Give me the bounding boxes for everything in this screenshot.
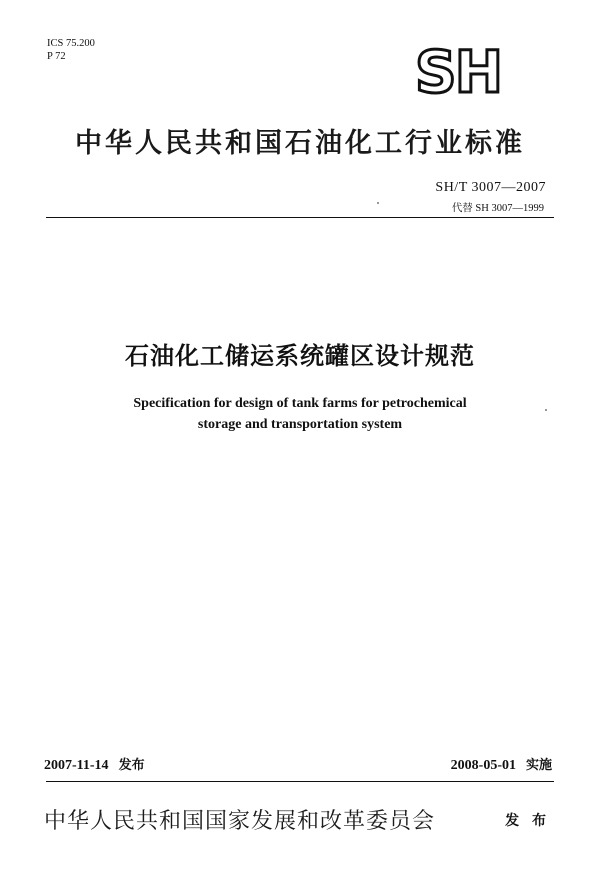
document-title-english [0,393,600,435]
footer-divider [46,781,554,782]
implementation-date-block [451,754,552,774]
logo-lettering: SH [414,40,502,102]
issue-date: 2007-11-14 [44,758,109,773]
header-divider [46,217,554,218]
scan-speck [377,202,379,204]
implementation-label: 实施 [525,758,552,773]
ministry-title: 中华人民共和国石油化工行业标准 [75,128,525,159]
issue-label: 发布 [118,758,145,773]
english-title-line-1: Specification for design of tank farms for petrochemical [133,396,467,411]
issue-date-block [44,754,145,774]
document-title-chinese: 石油化工储运系统罐区设计规范 [125,342,475,370]
ics-code: ICS 75.200 [47,38,95,49]
class-code: P 72 [47,51,66,62]
replaces-standard: 代替 SH 3007—1999 [451,203,544,214]
english-title-line-2: storage and transportation system [197,417,403,432]
implementation-date: 2008-05-01 [450,758,516,773]
sh-logo [396,40,520,102]
publish-label: 发 布 [505,813,550,829]
issuing-authority: 中华人民共和国国家发展和改革委员会 [44,809,436,834]
classification-codes [47,37,95,63]
standard-number: SH/T 3007—2007 [435,180,546,195]
